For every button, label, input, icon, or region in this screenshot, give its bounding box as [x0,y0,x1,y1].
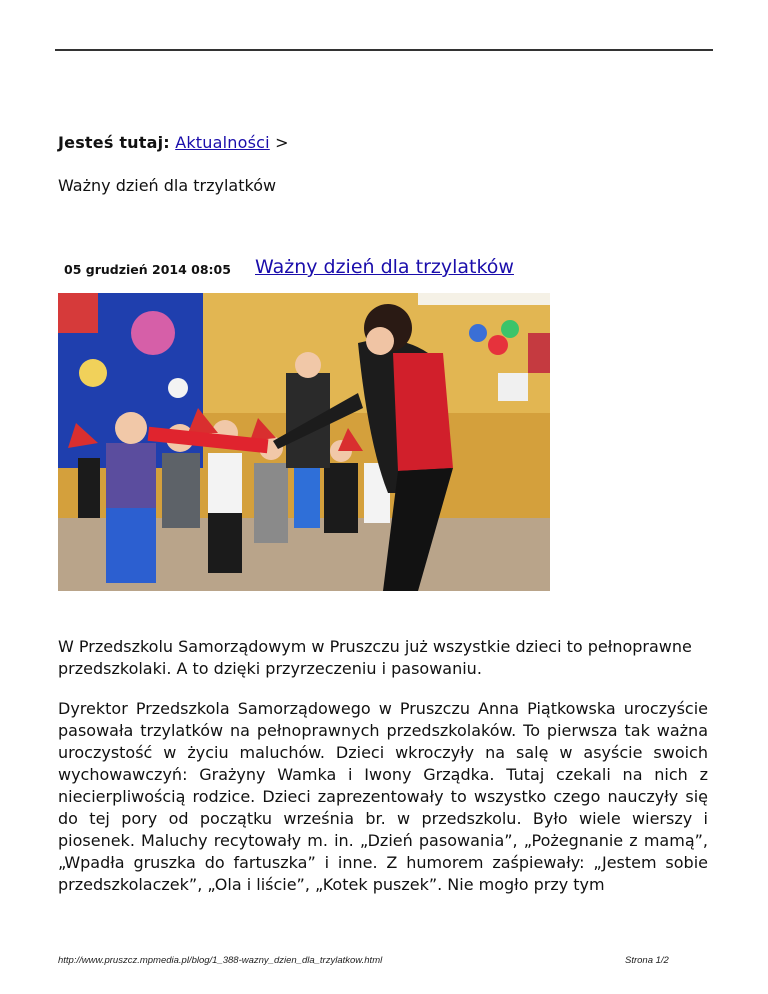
top-rule [55,49,713,51]
article-date: 05 grudzień 2014 08:05 [64,262,231,277]
article-photo [58,293,550,591]
breadcrumb-separator: > [275,133,289,152]
breadcrumb-label: Jesteś tutaj: [58,133,170,152]
photo-illustration [58,293,550,591]
breadcrumb-link-aktualnosci[interactable]: Aktualności [175,133,270,152]
article-title-link[interactable]: Ważny dzień dla trzylatków [255,256,514,278]
footer-page-number: Strona 1/2 [625,955,669,966]
footer-url: http://www.pruszcz.mpmedia.pl/blog/1_388-wazny_dzien_dla_trzylatkow.html [58,955,383,966]
breadcrumb [58,133,289,152]
page-subtitle: Ważny dzień dla trzylatków [58,176,277,195]
article-lead: W Przedszkolu Samorządowym w Pruszczu już wszystkie dzieci to pełnoprawne przedszkolaki. A to dzięki przyrzeczeniu i pasowaniu. [58,637,692,678]
article-body: Dyrektor Przedszkola Samorządowego w Pruszczu Anna Piątkowska uroczyście pasowała trzylatków na pełnoprawnych przedszkolaków. To pierwsza tak ważna uroczystość w życiu maluchów. Dzieci wkroczyły na salę w asyście swoich wychowawczyń: Grażyny Wamka i Iwony Grządka. Tutaj czekali na nich z niecierpliwością rodzice. Dzieci zaprezentowały to wszystko czego nauczyły się do tej pory od początku września br. w przedszkolu. Było wiele wierszy i piosenek. Maluchy recytowały m. in. „Dzień pasowania”, „Pożegnanie z mamą”, „Wpadła gruszka do fartuszka” i inne. Z humorem zaśpiewały: „Jestem sobie przedszkolaczek”, „Ola i liście”, „Kotek puszek”. Nie mogło przy tym [58,699,708,894]
